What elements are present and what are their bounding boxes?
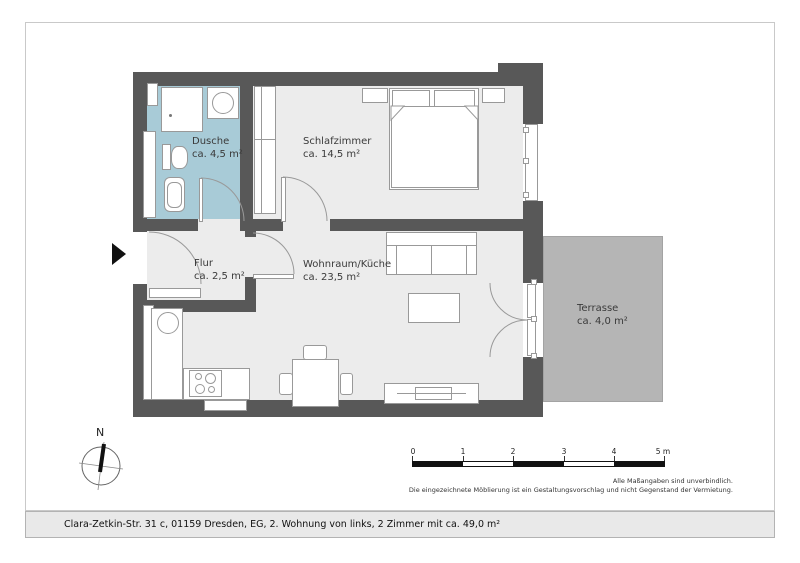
- scale-tick-label: 4: [611, 447, 617, 456]
- scale-tick-label: 2: [510, 447, 516, 456]
- room-name: Wohnraum/Küche: [303, 259, 392, 270]
- dining-chair: [303, 345, 327, 360]
- room-label-dusche: [192, 135, 243, 161]
- room-area: ca. 14,5 m²: [303, 149, 361, 160]
- scale-segment: [462, 461, 513, 467]
- room-label-wohnraum: [303, 258, 391, 284]
- window: [143, 131, 156, 218]
- disclaimer-line: Die eingezeichnete Möblierung ist ein Gestaltungsvorschlag und nicht Gegenstand der Vermietung.: [408, 486, 733, 494]
- sofa-armrest-line: [396, 245, 397, 274]
- wardrobe-divider: [254, 139, 276, 140]
- scale-segment: [412, 461, 463, 467]
- window-handle: [523, 158, 529, 164]
- wall-segment: [133, 219, 198, 231]
- dining-table: [292, 359, 339, 407]
- room-name: Schlafzimmer: [303, 136, 372, 147]
- entrance-opening: [133, 232, 147, 284]
- floor-schlafzimmer: [253, 85, 523, 220]
- scale-segment: [513, 461, 564, 467]
- nightstand: [362, 88, 388, 103]
- stove-burner: [205, 373, 216, 384]
- room-name: Dusche: [192, 136, 230, 147]
- toilet-bowl: [171, 146, 188, 169]
- disclaimer-line: Alle Maßangaben sind unverbindlich.: [612, 477, 733, 485]
- stove-burner: [195, 373, 202, 380]
- room-name: Flur: [194, 258, 213, 269]
- wall-segment: [240, 219, 283, 231]
- room-area: ca. 23,5 m²: [303, 272, 361, 283]
- room-area: ca. 4,0 m²: [577, 316, 628, 327]
- scale-tick-label: 1: [460, 447, 466, 456]
- doorway-dusche: [198, 219, 240, 231]
- compass-north-label: N: [96, 426, 105, 439]
- address-bar: [25, 511, 775, 538]
- door-handle: [531, 316, 537, 322]
- dining-chair: [340, 373, 353, 395]
- pillow: [392, 90, 430, 107]
- door-handle: [531, 353, 537, 359]
- sofa-cushion-divider: [431, 245, 432, 274]
- door-handle: [531, 279, 537, 285]
- wardrobe-divider: [261, 86, 262, 214]
- wardrobe: [254, 86, 276, 214]
- wall-segment: [523, 231, 543, 283]
- wall-segment: [523, 86, 543, 124]
- schlafzimmer-door-leaf: [281, 177, 286, 222]
- tv-line: [397, 393, 466, 394]
- nightstand: [482, 88, 505, 103]
- scale-tick-label: 0: [410, 447, 416, 456]
- dining-chair: [279, 373, 293, 395]
- doorway-schlafzimmer: [283, 219, 330, 231]
- disclaimer-notes: [313, 477, 733, 495]
- shower-tray: [161, 87, 203, 132]
- wall-segment: [330, 219, 543, 231]
- room-label-schlafzimmer: [303, 135, 371, 161]
- doorway-wohnraum: [245, 237, 256, 277]
- window: [204, 400, 247, 411]
- scale-bar-segments: [412, 461, 665, 467]
- window-handle: [523, 127, 529, 133]
- pillow: [434, 90, 475, 107]
- washing-machine-drum: [212, 92, 234, 114]
- entrance-door-leaf: [149, 288, 201, 298]
- duvet: [391, 106, 478, 188]
- dusche-door-leaf: [199, 178, 203, 222]
- entrance-arrow: [112, 243, 126, 265]
- duct-shaft: [147, 83, 158, 106]
- room-area: ca. 4,5 m²: [192, 149, 243, 160]
- sofa-armrest-line: [466, 245, 467, 274]
- window-handle: [523, 192, 529, 198]
- coffee-table: [408, 293, 460, 323]
- wall-segment: [133, 72, 500, 86]
- stove-burner: [195, 384, 205, 394]
- room-label-flur: [194, 257, 245, 283]
- scale-tick-label: 5 m: [655, 447, 671, 456]
- address-text: Clara-Zetkin-Str. 31 c, 01159 Dresden, EG, 2. Wohnung von links, 2 Zimmer mit ca. 49,0 m²: [64, 519, 501, 530]
- scale-tick-label: 3: [561, 447, 567, 456]
- kitchen-sink: [157, 312, 179, 334]
- scale-segment: [614, 461, 665, 467]
- toilet-tank: [162, 144, 171, 170]
- scale-segment: [563, 461, 614, 467]
- stove-burner: [208, 386, 215, 393]
- terrace-door-leaf: [527, 319, 536, 356]
- shower-drain: [169, 114, 172, 117]
- room-area: ca. 2,5 m²: [194, 271, 245, 282]
- bathroom-sink-basin: [167, 182, 182, 208]
- wall-segment: [245, 277, 256, 302]
- wall-segment: [498, 63, 543, 86]
- wall-segment: [245, 231, 256, 237]
- terrace-door-leaf: [527, 284, 536, 318]
- room-name: Terrasse: [577, 303, 619, 314]
- wall-segment: [523, 357, 543, 400]
- room-label-terrasse: [577, 302, 628, 328]
- wohnraum-door-leaf: [253, 274, 294, 279]
